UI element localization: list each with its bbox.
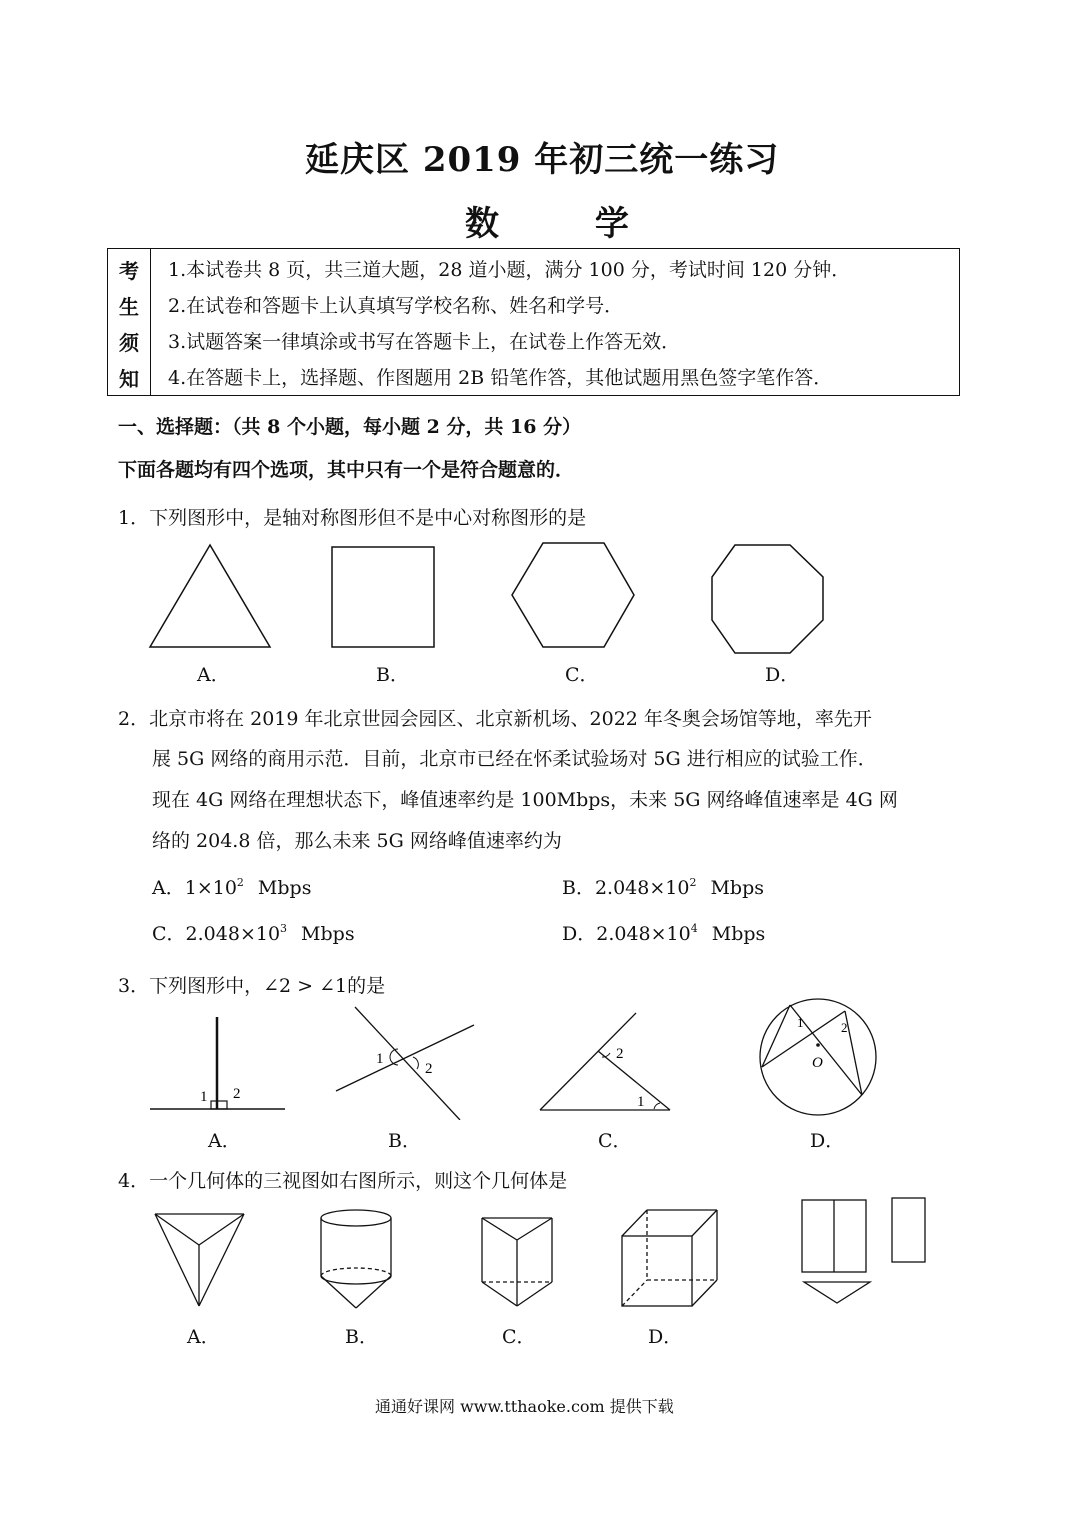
square-shape [332,547,434,647]
q4-option-b: B． [345,1326,378,1348]
notice-heading-char: 生 [119,295,139,319]
notice-box [107,248,960,396]
q4-figure-c [482,1218,552,1306]
q4-figure-a [155,1214,244,1306]
notice-line-3: 3.试题答案一律填涂或书写在答题卡上，在试卷上作答无效． [168,331,681,353]
question-2-line-2: 展 5G 网络的商用示范．目前，北京市已经在怀柔试验场对 5G 进行相应的试验工作． [152,748,877,770]
q2-option-d: D．$2.048\times 10^4$ Mbps [562,922,766,945]
q3-figure-c [540,1013,670,1110]
exam-title: 延庆区 2019 年初三统一练习 [305,140,780,180]
angle-label: 2 [616,1046,624,1062]
notice-line-4: 4.在答题卡上，选择题、作图题用 2B 铅笔作答，其他试题用黑色签字笔作答． [168,367,833,389]
q2-option-c: C．$2.048\times 10^3$ Mbps [152,922,355,945]
notice-line-1: 1.本试卷共 8 页，共三道大题，28 道小题，满分 100 分，考试时间 120 分钟． [168,259,851,281]
subject-title: 数 学 [465,204,671,244]
q4-figures [140,1190,940,1320]
q3-figure-b [336,1007,474,1120]
q3-figure-a [150,1017,285,1109]
notice-line-2: 2.在试卷和答题卡上认真填写学校名称、姓名和学号． [168,295,624,317]
q1-option-a: A． [197,664,230,686]
q4-option-a: A． [187,1326,220,1348]
angle-label: 1 [797,1015,804,1030]
section-instruction: 下面各题均有四个选项，其中只有一个是符合题意的． [118,459,575,481]
q2-option-a: A．$1\times 10^2$ Mbps [152,876,312,899]
notice-heading [108,249,151,395]
angle-label: 2 [841,1020,848,1035]
q1-option-b: B． [376,664,409,686]
three-view-drawing [802,1198,925,1303]
q3-option-d: D． [810,1130,845,1152]
q3-option-c: C． [598,1130,632,1152]
angle-label: 2 [425,1061,433,1077]
q4-figure-d [622,1210,717,1306]
question-2-line-1: 2．北京市将在 2019 年北京世园会园区、北京新机场、2022 年冬奥会场馆等地，率先开 [118,708,872,730]
section-title: 一、选择题：（共 8 个小题，每小题 2 分，共 16 分） [118,416,582,438]
angle-label: 1 [637,1094,645,1110]
angle-label: 2 [233,1086,241,1102]
question-1-stem: 1．下列图形中，是轴对称图形但不是中心对称图形的是 [118,507,587,529]
q3-figures [140,995,900,1120]
q4-figure-b [321,1210,391,1308]
q3-option-a: A． [208,1130,241,1152]
question-3-stem: 3．下列图形中，∠2 > ∠1的是 [118,975,386,997]
angle-label: 1 [200,1089,208,1105]
angle-label: 1 [376,1051,384,1067]
q4-option-c: C． [502,1326,536,1348]
hexagon-shape [512,543,634,647]
center-label: O [812,1055,823,1071]
footer-text: 通通好课网 www.tthaoke.com 提供下载 [375,1397,674,1416]
question-2-line-4: 络的 204.8 倍，那么未来 5G 网络峰值速率约为 [152,830,562,852]
notice-heading-char: 考 [119,259,139,283]
octagon-shape [712,545,823,653]
triangle-shape [150,545,270,647]
question-4-stem: 4．一个几何体的三视图如右图所示，则这个几何体是 [118,1170,568,1192]
notice-heading-char: 须 [119,331,139,355]
q1-option-c: C． [565,664,599,686]
q1-option-d: D． [765,664,800,686]
q3-option-b: B． [388,1130,421,1152]
question-2-line-3: 现在 4G 网络在理想状态下，峰值速率约是 100Mbps，未来 5G 网络峰值速率是 4G 网 [152,789,898,811]
q3-figure-d [760,999,876,1115]
q1-figures [140,535,840,660]
q2-option-b: B．$2.048\times 10^2$ Mbps [562,876,764,899]
notice-heading-char: 知 [119,367,139,391]
q4-option-d: D． [648,1326,683,1348]
